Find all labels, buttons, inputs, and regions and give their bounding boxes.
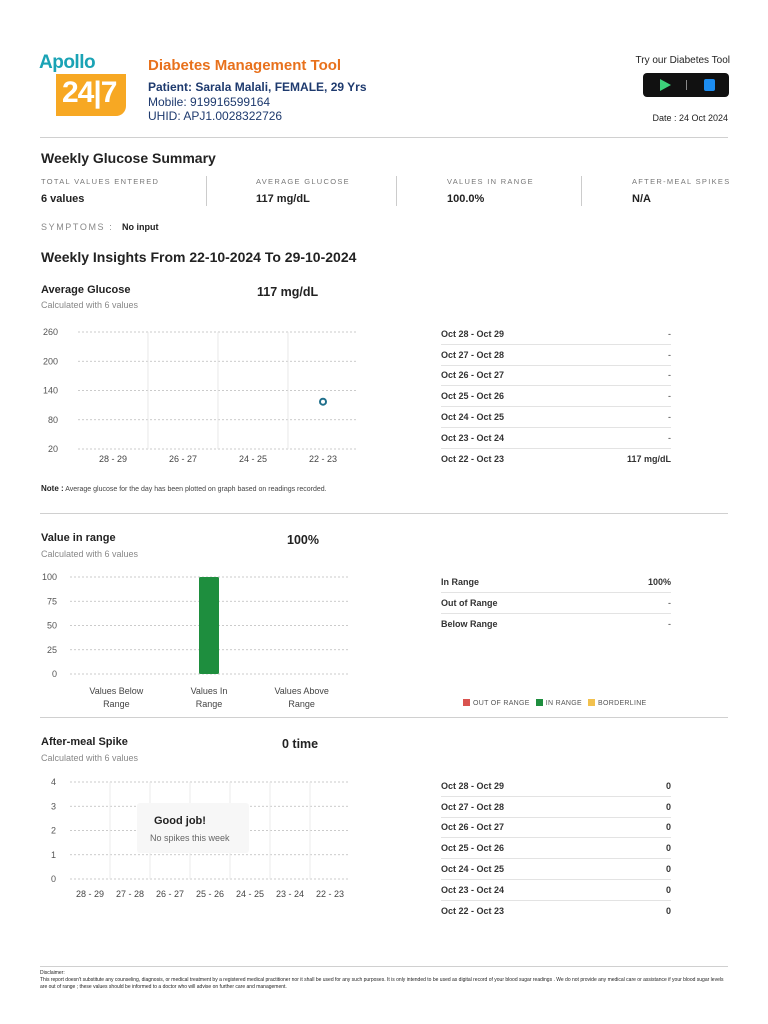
stat-divider [206, 176, 207, 206]
table-row: Oct 26 - Oct 27 0 [441, 818, 671, 839]
table-row: Below Range - [441, 618, 671, 629]
y-tick-label: 4 [50, 777, 56, 787]
legend-borderline: BORDERLINE [588, 699, 647, 707]
spike-card-value: 0 time [282, 737, 319, 751]
table-row: Oct 22 - Oct 23 0 [441, 906, 671, 917]
x-tick-label: Values Below [89, 686, 144, 696]
average-glucose-chart [30, 322, 370, 472]
table-row: Oct 24 - Oct 25 - [441, 407, 671, 428]
note-text: Average glucose for the day has been plotted on graph based on readings recorded. [65, 486, 327, 493]
table-row: Oct 23 - Oct 24 - [441, 428, 671, 449]
x-tick-label: 28 - 29 [98, 454, 128, 464]
table-row: Oct 22 - Oct 23 117 mg/dL [441, 454, 671, 465]
stat-label-average: AVERAGE GLUCOSE [256, 177, 350, 186]
stat-value-average: 117 mg/dL [256, 193, 310, 205]
avg-table [441, 324, 671, 470]
y-tick-label: 200 [42, 356, 58, 367]
stat-label-spikes: AFTER-MEAL SPIKES [632, 177, 731, 186]
table-row: Oct 27 - Oct 28 - [441, 345, 671, 366]
table-row: Oct 27 - Oct 28 0 [441, 797, 671, 818]
stat-label-total: TOTAL VALUES ENTERED [41, 177, 160, 186]
x-tick-label: 24 - 25 [238, 454, 268, 464]
good-job-title: Good job! [154, 815, 206, 827]
table-row: Oct 26 - Oct 27 - [441, 366, 671, 387]
x-tick-label: 28 - 29 [75, 889, 105, 899]
x-tick-label: Values Above [274, 686, 329, 696]
y-tick-label: 80 [47, 414, 58, 425]
table-row: Oct 24 - Oct 25 0 [441, 859, 671, 880]
spike-card-subtitle: Calculated with 6 values [41, 753, 139, 763]
legend-in-range: IN RANGE [536, 699, 582, 707]
legend-out-of-range: OUT OF RANGE [463, 699, 530, 707]
note-label: Note : [41, 484, 64, 493]
range-legend [463, 699, 647, 707]
x-tick-label: 23 - 24 [275, 889, 305, 899]
disclaimer [40, 970, 730, 990]
apollo-logo [36, 52, 128, 122]
try-tool-label: Try our Diabetes Tool [635, 55, 730, 66]
patient-info: Patient: Sarala Malali, FEMALE, 29 Yrs [148, 80, 367, 94]
table-row: Oct 25 - Oct 26 - [441, 386, 671, 407]
x-tick-label: Range [195, 699, 223, 709]
legend-swatch [536, 699, 543, 706]
y-tick-label: 1 [50, 849, 56, 860]
range-card-subtitle: Calculated with 6 values [41, 549, 139, 559]
range-card-title: Value in range [41, 532, 116, 544]
x-tick-label: 25 - 26 [195, 889, 225, 899]
y-tick-label: 50 [46, 620, 57, 631]
patient-uhid: UHID: APJ1.0028322726 [148, 109, 283, 123]
app-store-badges[interactable] [643, 73, 729, 97]
table-row: Out of Range - [441, 593, 671, 614]
spike-card-title: After-meal Spike [41, 736, 128, 748]
y-tick-label: 3 [50, 801, 56, 812]
stat-divider [581, 176, 582, 206]
symptoms-label: SYMPTOMS : [41, 222, 114, 232]
x-tick-label: 22 - 23 [315, 889, 345, 899]
logo-text: Apollo [39, 52, 96, 73]
table-row: Oct 25 - Oct 26 0 [441, 838, 671, 859]
data-point [320, 399, 326, 405]
range-card-value: 100% [287, 533, 319, 547]
x-tick-label: Range [103, 699, 130, 709]
table-row: Oct 28 - Oct 29 - [441, 324, 671, 345]
y-tick-label: 0 [50, 874, 56, 884]
badge-separator [686, 80, 687, 90]
y-tick-label: 25 [46, 644, 57, 655]
header-divider [40, 137, 728, 138]
insights-title: Weekly Insights From 22-10-2024 To 29-10-2024 [41, 249, 357, 265]
x-tick-label: 24 - 25 [235, 889, 265, 899]
no-spikes-message [137, 803, 249, 853]
range-table [441, 572, 671, 634]
stat-label-in-range: VALUES IN RANGE [447, 177, 534, 186]
x-tick-label: 26 - 27 [168, 454, 198, 464]
table-row: Oct 23 - Oct 24 0 [441, 880, 671, 901]
y-tick-label: 260 [42, 327, 58, 337]
avg-card-subtitle: Calculated with 6 values [41, 300, 139, 310]
avg-card-value: 117 mg/dL [257, 285, 319, 299]
stat-value-in-range: 100.0% [447, 193, 485, 205]
value-in-range-chart [30, 567, 360, 712]
report-title: Diabetes Management Tool [148, 57, 342, 74]
stat-value-total: 6 values [41, 193, 85, 205]
x-tick-label: Values In [190, 686, 228, 696]
x-tick-label: Range [288, 699, 315, 709]
x-tick-label: 26 - 27 [155, 889, 185, 899]
table-row: Oct 28 - Oct 29 0 [441, 776, 671, 797]
avg-note [41, 484, 327, 493]
y-tick-label: 140 [42, 385, 58, 396]
stat-value-spikes: N/A [632, 193, 651, 205]
y-tick-label: 0 [51, 669, 57, 679]
stat-divider [396, 176, 397, 206]
summary-title: Weekly Glucose Summary [41, 150, 216, 166]
avg-card-title: Average Glucose [41, 284, 131, 296]
symptoms-value: No input [122, 222, 159, 232]
footer-divider [40, 966, 728, 967]
spike-table [441, 776, 671, 922]
bar [199, 577, 219, 674]
section-divider [40, 717, 728, 718]
x-tick-label: 27 - 28 [115, 889, 145, 899]
table-row: In Range 100% [441, 572, 671, 593]
google-play-icon[interactable] [660, 79, 671, 91]
section-divider [40, 513, 728, 514]
no-spikes-text: No spikes this week [150, 833, 230, 843]
app-store-icon[interactable] [704, 79, 715, 91]
report-date: Date : 24 Oct 2024 [652, 113, 728, 123]
y-tick-label: 100 [41, 572, 57, 582]
logo-number: 24|7 [62, 76, 117, 109]
disclaimer-label: Disclaimer: [40, 970, 65, 976]
x-tick-label: 22 - 23 [308, 454, 338, 464]
y-tick-label: 75 [46, 596, 57, 607]
legend-swatch [588, 699, 595, 706]
y-tick-label: 2 [50, 825, 56, 836]
y-tick-label: 20 [47, 444, 58, 454]
patient-mobile: Mobile: 919916599164 [148, 95, 271, 109]
legend-swatch [463, 699, 470, 706]
disclaimer-text: This report doesn't substitute any counseling, diagnosis, or medical treatment by a registered medical practitioner nor it shall be used for any such purposes. It is only intended to be used as digital record of your blood sugar readings . We do not provide any medical care or assistance if your blood sugar levels are out of range ; these values should be informed to a doctor who will advise on further care and management. [40, 976, 724, 990]
